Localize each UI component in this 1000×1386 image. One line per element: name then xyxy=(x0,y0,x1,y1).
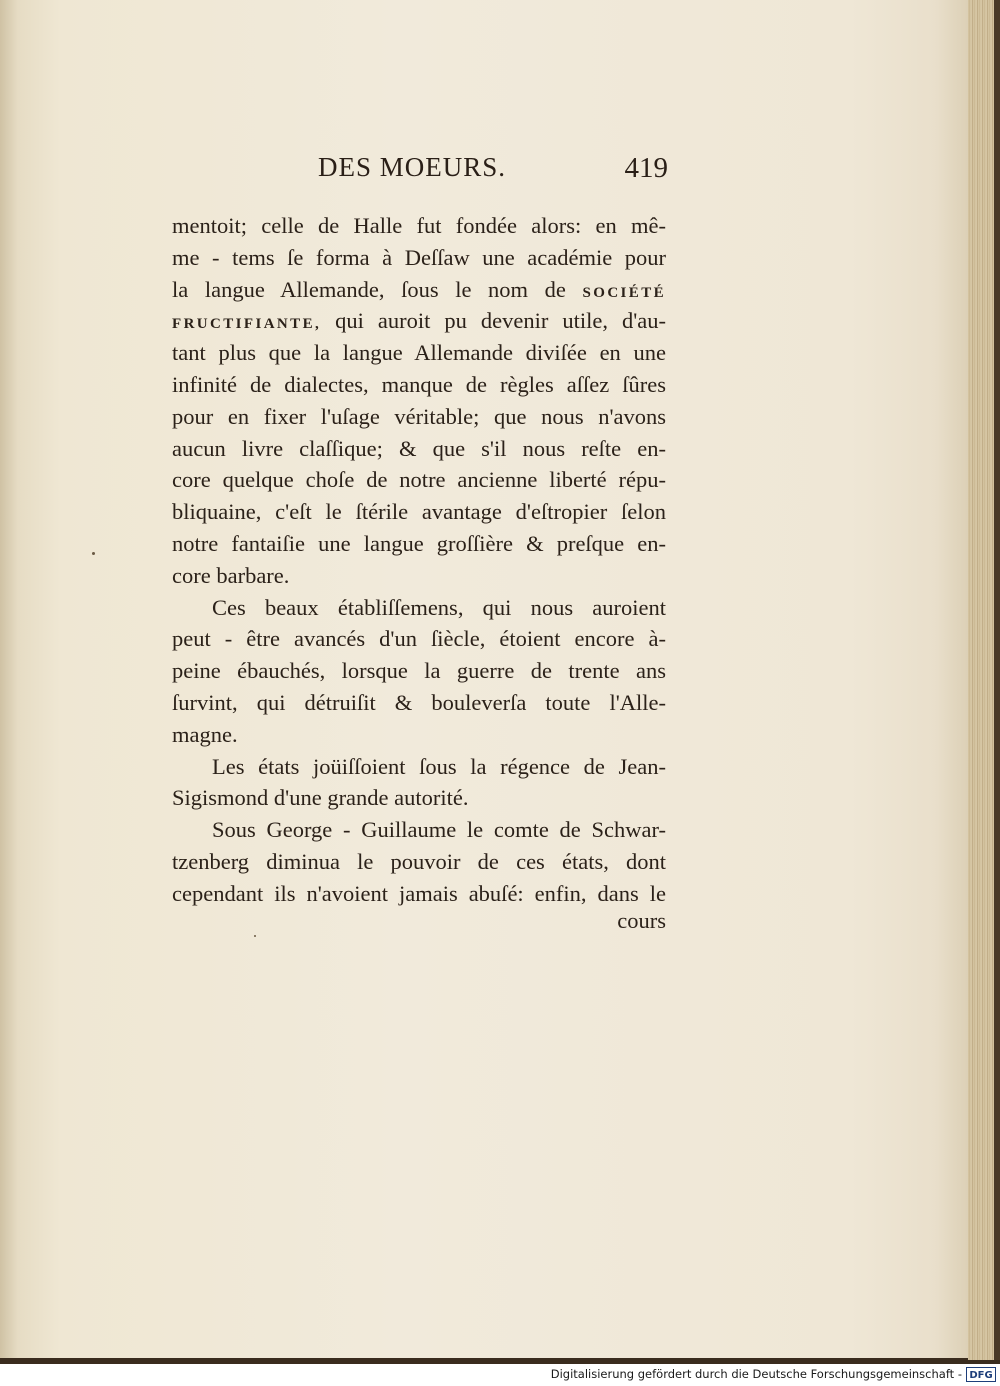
digitization-footer xyxy=(0,1364,1000,1386)
text-line: aucun livre claſſique; & que s'il nous reſte en- xyxy=(172,435,666,461)
text-line: mentoit; celle de Halle fut fondée alors: en mê- xyxy=(172,213,666,238)
text-line: me - tems ſe forma à Deſſaw une académie pour xyxy=(172,244,666,270)
text-line: Les états joüiſſoient ſous la régence de Jean- xyxy=(212,753,666,779)
text-line xyxy=(172,274,666,306)
small-caps-term: FRUCTIFIANTE, xyxy=(172,316,322,333)
text-line: tzenberg diminua le pouvoir de ces états, dont xyxy=(172,848,666,874)
page-edges xyxy=(968,0,1000,1360)
text-line: Sigismond d'une grande autorité. xyxy=(172,785,469,811)
page-header xyxy=(172,150,668,194)
text-line: core barbare. xyxy=(172,562,290,588)
text-segment: qui auroit pu devenir utile, d'au- xyxy=(335,308,666,334)
text-line: cependant ils n'avoient jamais abuſé: enfin, dans le xyxy=(172,880,666,906)
text-line: Ces beaux établiſſemens, qui nous auroient xyxy=(212,594,666,620)
page-number: 419 xyxy=(624,152,668,184)
text-line: core quelque choſe de notre ancienne liberté répu- xyxy=(172,467,666,493)
small-caps-term: SOCIÉTÉ xyxy=(582,284,667,301)
ink-speck xyxy=(254,935,256,937)
text-line: tant plus que la langue Allemande diviſée en une xyxy=(172,340,666,366)
text-line: bliquaine, c'eſt le ſtérile avantage d'eſtropier ſelon xyxy=(172,499,666,525)
text-line xyxy=(172,305,666,337)
dfg-logo: DFG xyxy=(966,1367,996,1382)
ink-speck xyxy=(92,552,95,555)
catchword: cours xyxy=(617,908,666,933)
text-line: infinité de dialectes, manque de règles aſſez ſûres xyxy=(172,371,666,397)
text-line: ſurvint, qui détruiſit & bouleverſa toute l'Alle- xyxy=(172,689,666,715)
text-line: magne. xyxy=(172,721,238,747)
text-line: notre fantaiſie une langue groſſière & preſque en- xyxy=(172,530,666,556)
funding-credit: Digitalisierung gefördert durch die Deutsche Forschungsgemeinschaft - xyxy=(550,1367,962,1381)
text-line: Sous George - Guillaume le comte de Schwar- xyxy=(212,817,666,843)
text-line: peut - être avancés d'un ſiècle, étoient encore à- xyxy=(172,626,666,652)
text-segment: la langue Allemande, ſous le nom de xyxy=(172,276,566,302)
text-line: peine ébauchés, lorsque la guerre de trente ans xyxy=(172,658,666,684)
text-line: pour en fixer l'uſage véritable; que nous n'avons xyxy=(172,403,666,429)
body-text xyxy=(172,210,666,910)
running-title: DES MOEURS. xyxy=(318,152,507,182)
